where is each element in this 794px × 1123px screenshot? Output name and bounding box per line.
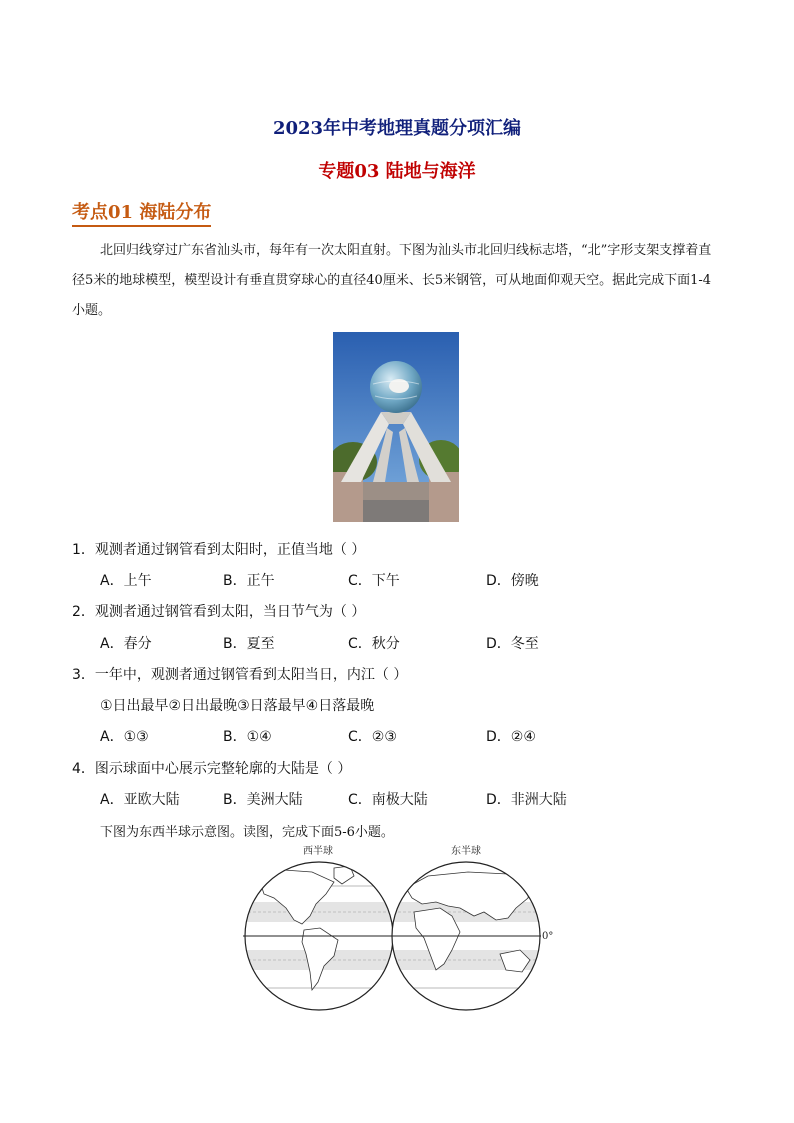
document-title: 2023年中考地理真题分项汇编 xyxy=(272,118,522,139)
question-4-option-a: A．亚欧大陆 xyxy=(100,792,180,808)
question-4-option-c: C．南极大陆 xyxy=(348,792,428,808)
question-3-stem: 3．一年中，观测者通过钢管看到太阳当日，内江（ ） xyxy=(72,667,408,683)
question-3-option-c: C．②③ xyxy=(348,729,397,745)
map-intro: 下图为东西半球示意图。读图，完成下面5-6小题。 xyxy=(100,825,394,840)
document-subtitle: 专题03 陆地与海洋 xyxy=(318,161,476,182)
question-2-option-d: D．冬至 xyxy=(486,636,539,652)
question-2-option-a: A．春分 xyxy=(100,636,152,652)
question-3-option-b: B．①④ xyxy=(223,729,272,745)
question-4-option-d: D．非洲大陆 xyxy=(486,792,567,808)
question-2-option-c: C．秋分 xyxy=(348,636,400,652)
question-4-stem: 4．图示球面中心展示完整轮廓的大陆是（ ） xyxy=(72,761,352,777)
east-hemisphere-label: 东半球 xyxy=(451,846,481,857)
question-3-statements: ①日出最早②日出最晚③日落最早④日落最晚 xyxy=(100,698,375,714)
landmark-photo xyxy=(333,332,459,522)
hemisphere-map xyxy=(238,842,558,1012)
question-1-option-a: A．上午 xyxy=(100,573,152,589)
question-1-option-b: B．正午 xyxy=(223,573,275,589)
question-1-option-d: D．傍晚 xyxy=(486,573,539,589)
question-2-option-b: B．夏至 xyxy=(223,636,275,652)
question-2-stem: 2．观测者通过钢管看到太阳，当日节气为（ ） xyxy=(72,604,366,620)
west-hemisphere-label: 西半球 xyxy=(303,846,333,857)
question-3-option-d: D．②④ xyxy=(486,729,536,745)
question-1-option-c: C．下午 xyxy=(348,573,400,589)
question-4-option-b: B．美洲大陆 xyxy=(223,792,303,808)
question-3-option-a: A．①③ xyxy=(100,729,149,745)
equator-label: 0° xyxy=(542,931,554,942)
east-hemisphere xyxy=(388,862,548,1012)
west-hemisphere xyxy=(238,862,398,1012)
question-1-stem: 1．观测者通过钢管看到太阳时，正值当地（ ） xyxy=(72,542,366,558)
intro-paragraph: 北回归线穿过广东省汕头市，每年有一次太阳直射。下图为汕头市北回归线标志塔，“北”字形支架支撑着直径5米的地球模型，模型设计有垂直贯穿球心的直径40厘米、长5米钢管，可从地面仰观天空。据此完成下面1-4小题。 xyxy=(72,243,712,318)
section-heading: 考点01 海陆分布 xyxy=(72,198,211,227)
